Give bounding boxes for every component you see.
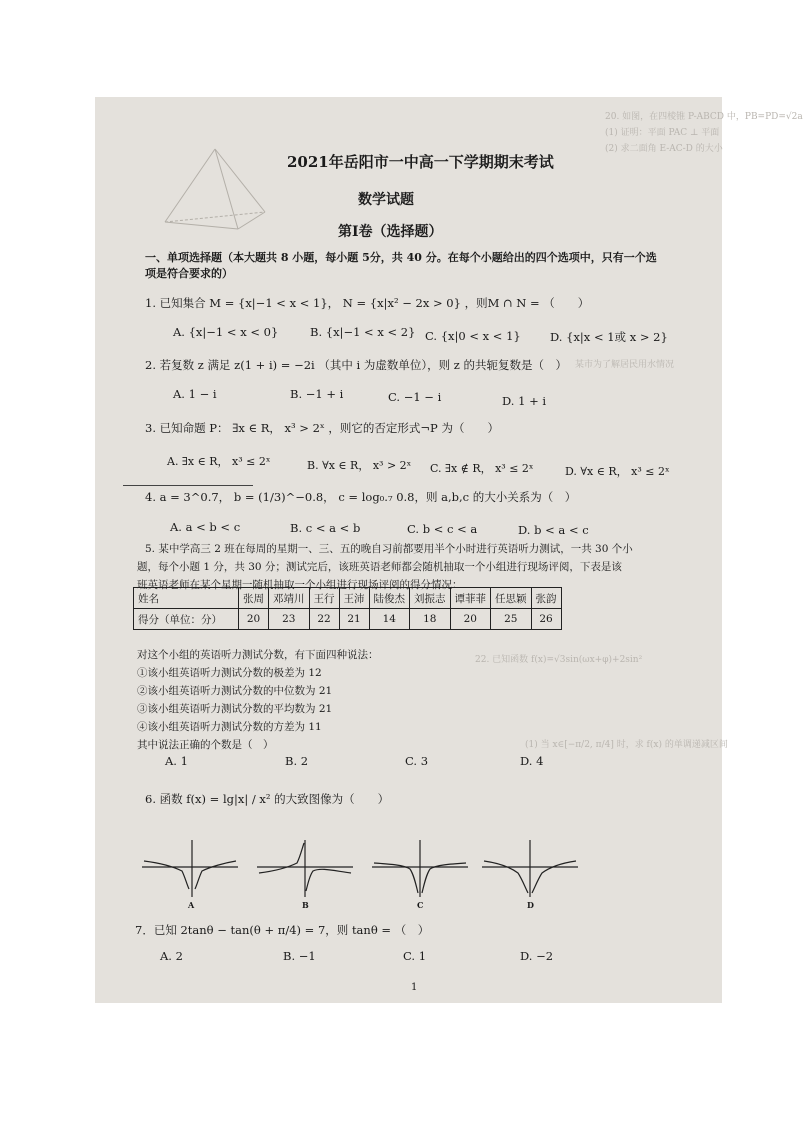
table-cell-name: 陆俊杰	[369, 588, 410, 609]
table-cell-score: 23	[269, 609, 310, 630]
q5-option-a: A. 1	[165, 754, 188, 768]
question-2-stem: 2. 若复数 z 满足 z(1 + i) = −2i （其中 i 为虚数单位），则 z 的共轭复数是（ ）	[145, 358, 567, 372]
q1-option-a: A. {x|−1 < x < 0}	[173, 325, 279, 339]
exam-title: 2021年岳阳市一中高一下学期期末考试	[287, 153, 554, 171]
q1-option-b: B. {x|−1 < x < 2}	[310, 325, 416, 339]
q4-option-c: C. b < c < a	[407, 522, 478, 536]
bleed-text: (1) 当 x∈[−π/2, π/4] 时，求 f(x) 的单调递减区间	[525, 740, 728, 750]
q3-option-b: B. ∀x ∈ R， x³ > 2ˣ	[307, 459, 412, 472]
q5-ask: 其中说法正确的个数是（ ）	[137, 739, 274, 751]
bleed-text: 22. 已知函数 f(x)=√3sin(ωx+φ)+2sin²	[475, 655, 643, 665]
q2-option-a: A. 1 − i	[173, 387, 217, 401]
q2-option-b: B. −1 + i	[290, 387, 344, 401]
q2-option-c: C. −1 − i	[388, 390, 442, 404]
score-table	[133, 587, 562, 630]
q6-graph-a	[140, 837, 240, 899]
q6-graph-label-c: C	[417, 900, 424, 910]
question-3-stem: 3. 已知命题 P： ∃x ∈ R， x³ > 2ˣ ，则它的否定形式¬P 为（ ）	[145, 421, 499, 435]
table-cell-name: 张韵	[531, 588, 561, 609]
table-cell-name: 邓靖川	[269, 588, 310, 609]
part-heading: 第Ⅰ卷（选择题）	[338, 224, 443, 240]
table-cell-score: 21	[339, 609, 369, 630]
table-cell-name: 刘振志	[410, 588, 451, 609]
q7-option-d: D. −2	[520, 949, 554, 963]
q5-option-d: D. 4	[520, 754, 544, 768]
q6-graph-d	[480, 837, 580, 899]
q3-option-d: D. ∀x ∈ R， x³ ≤ 2ˣ	[565, 465, 670, 478]
table-cell-score: 25	[491, 609, 532, 630]
q1-option-d: D. {x|x < 1或 x > 2}	[550, 330, 668, 344]
bleed-text: (2) 求二面角 E-AC-D 的大小	[605, 144, 723, 154]
table-cell-name: 王行	[309, 588, 339, 609]
q4-option-a: A. a < b < c	[170, 520, 241, 534]
q7-option-a: A. 2	[160, 949, 183, 963]
table-row-scores	[134, 609, 562, 630]
exam-page	[95, 97, 803, 1003]
q3-option-a: A. ∃x ∈ R， x³ ≤ 2ˣ	[167, 455, 271, 468]
q6-graph-label-d: D	[527, 900, 534, 910]
exam-subject: 数学试题	[358, 192, 414, 208]
q5-option-c: C. 3	[405, 754, 429, 768]
table-row-names	[134, 588, 562, 609]
section-heading: 一、单项选择题（本大题共 8 小题，每小题 5分，共 40 分。在每个小题给出的四个选项中，只有一个选	[145, 251, 657, 264]
question-4-stem: 4. a = 3^0.7， b = (1/3)^−0.8， c = log₀.₇ 0.8，则 a,b,c 的大小关系为（ ）	[145, 490, 577, 504]
q6-graph-c	[370, 837, 470, 899]
question-7-stem: 7．已知 2tanθ − tan(θ + π/4) = 7，则 tanθ = （ ）	[135, 923, 430, 937]
table-header-score: 得分（单位：分）	[134, 609, 239, 630]
q1-option-c: C. {x|0 < x < 1}	[425, 329, 521, 343]
question-6-stem: 6. 函数 f(x) = lg|x| / x² 的大致图像为（ ）	[145, 792, 390, 806]
q3-option-c: C. ∃x ∉ R， x³ ≤ 2ˣ	[430, 462, 534, 475]
q2-option-d: D. 1 + i	[502, 394, 547, 408]
bleed-text: 某市为了解居民用水情况	[575, 360, 675, 370]
table-cell-name: 谭菲菲	[450, 588, 491, 609]
bleed-text: (1) 证明：平面 PAC ⊥ 平面	[605, 128, 720, 138]
q5-intro: 对这个小组的英语听力测试分数，有下面四种说法：	[137, 649, 379, 661]
q5-statement-2: ②该小组英语听力测试分数的中位数为 21	[137, 685, 333, 697]
table-header-name: 姓名	[134, 588, 239, 609]
q6-graph-label-b: B	[302, 900, 309, 910]
table-cell-score: 22	[309, 609, 339, 630]
q5-statement-3: ③该小组英语听力测试分数的平均数为 21	[137, 703, 333, 715]
bleed-pyramid-sketch	[160, 147, 270, 232]
question-5-stem-line1: 5. 某中学高三 2 班在每周的星期一、三、五的晚自习前都要用半个小时进行英语听力测试，一共 30 个小	[145, 543, 633, 555]
q4-option-d: D. b < a < c	[518, 523, 589, 537]
q7-option-b: B. −1	[283, 949, 316, 963]
page-number: 1	[411, 982, 418, 993]
question-5-stem-line2: 题，每个小题 1 分，共 30 分；测试完后，该班英语老师都会随机抽取一个小组进行现场评阅，下表是该	[137, 561, 622, 573]
table-cell-score: 14	[369, 609, 410, 630]
table-cell-score: 18	[410, 609, 451, 630]
q4-option-b: B. c < a < b	[290, 521, 361, 535]
table-cell-score: 20	[239, 609, 269, 630]
table-cell-score: 26	[531, 609, 561, 630]
question-1-stem: 1. 已知集合 M = {x|−1 < x < 1}， N = {x|x² − 2x > 0} ，则M ∩ N = （ ）	[145, 296, 590, 310]
q5-option-b: B. 2	[285, 754, 309, 768]
divider-line	[123, 485, 253, 486]
q7-option-c: C. 1	[403, 949, 427, 963]
bleed-text: 20. 如图，在四棱锥 P-ABCD 中，PB=PD=√2a	[605, 112, 803, 122]
q6-graph-label-a: A	[188, 900, 195, 910]
table-cell-name: 任思颖	[491, 588, 532, 609]
q5-statement-1: ①该小组英语听力测试分数的极差为 12	[137, 667, 322, 679]
q6-graph-b	[255, 837, 355, 899]
table-cell-name: 张周	[239, 588, 269, 609]
table-cell-score: 20	[450, 609, 491, 630]
section-heading-cont: 项是符合要求的）	[145, 267, 233, 280]
question-5-stem-line3: 班英语老师在某个星期一随机抽取一个小组进行现场评阅的得分情况：	[137, 579, 463, 591]
q5-statement-4: ④该小组英语听力测试分数的方差为 11	[137, 721, 322, 733]
table-cell-name: 王沛	[339, 588, 369, 609]
